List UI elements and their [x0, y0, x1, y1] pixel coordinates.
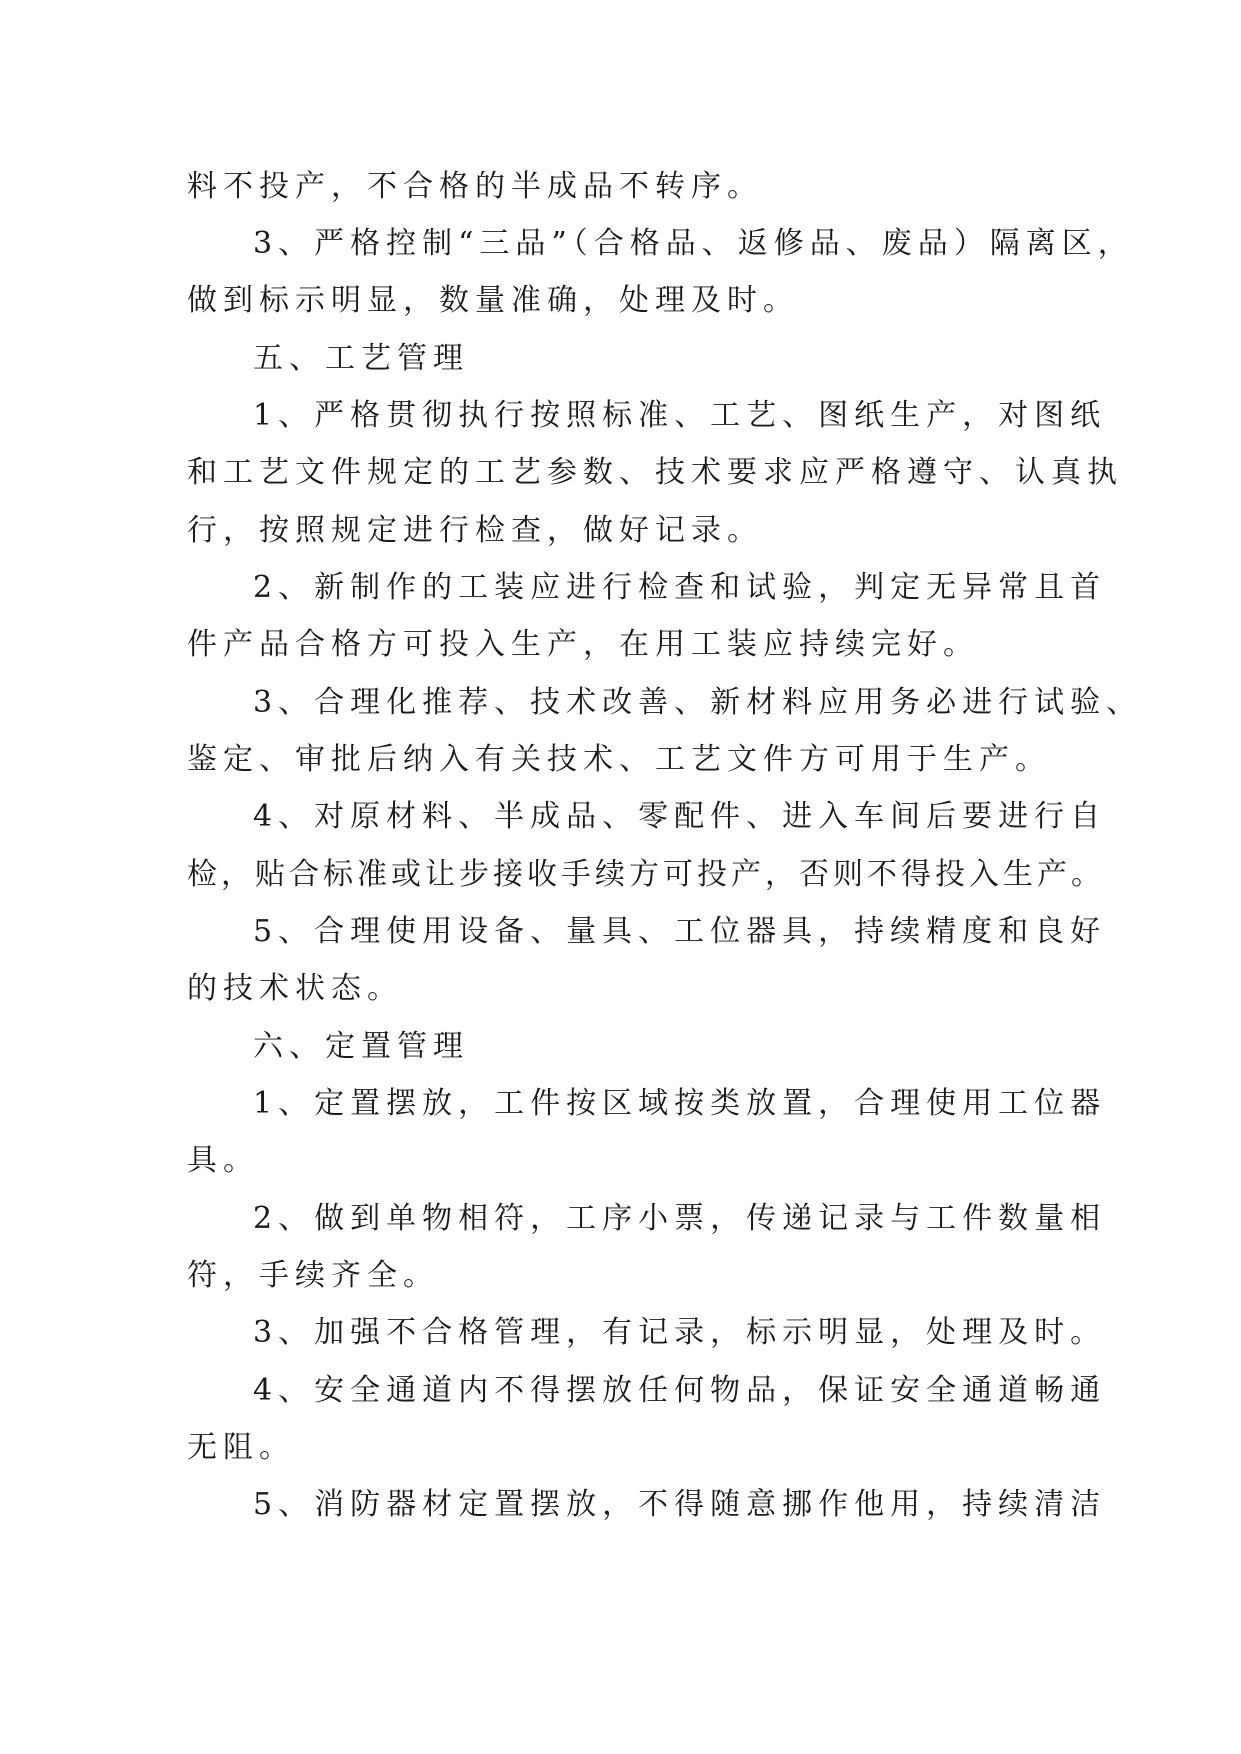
text-line: 2、做到单物相符，工序小票，传递记录与工件数量相 [253, 1201, 1107, 1236]
text-line: 和工艺文件规定的工艺参数、技术要求应严格遵守、认真执 [187, 455, 1123, 490]
text-line: 具。 [187, 1143, 259, 1178]
text-line: 3、加强不合格管理，有记录，标示明显，处理及时。 [253, 1315, 1107, 1350]
text-line: 1、定置摆放，工件按区域按类放置，合理使用工位器 [253, 1086, 1107, 1121]
text-line: 无阻。 [187, 1430, 295, 1465]
text-line: 4、对原材料、半成品、零配件、进入车间后要进行自 [253, 799, 1107, 834]
section-heading: 六、定置管理 [253, 1029, 469, 1064]
text-line: 做到标示明显，数量准确，处理及时。 [187, 283, 799, 318]
text-line: 鉴定、审批后纳入有关技术、工艺文件方可用于生产。 [187, 742, 1051, 777]
text-line: 3、严格控制“三品”（合格品、返修品、废品）隔离区， [253, 226, 1134, 261]
text-line: 检，贴合标准或让步接收手续方可投产，否则不得投入生产。 [187, 857, 1105, 892]
text-line: 1、严格贯彻执行按照标准、工艺、图纸生产，对图纸 [253, 398, 1107, 433]
text-line: 料不投产，不合格的半成品不转序。 [187, 169, 763, 204]
text-line: 3、合理化推荐、技术改善、新材料应用务必进行试验、 [253, 685, 1143, 720]
section-heading: 五、工艺管理 [253, 341, 469, 376]
text-line: 符，手续齐全。 [187, 1258, 439, 1293]
text-line: 的技术状态。 [187, 971, 403, 1006]
text-line: 件产品合格方可投入生产，在用工装应持续完好。 [187, 627, 979, 662]
text-line: 行，按照规定进行检查，做好记录。 [187, 513, 763, 548]
text-line: 2、新制作的工装应进行检查和试验，判定无异常且首 [253, 570, 1107, 605]
text-line: 5、合理使用设备、量具、工位器具，持续精度和良好 [253, 914, 1107, 949]
text-line: 5、消防器材定置摆放，不得随意挪作他用，持续清洁 [253, 1487, 1107, 1522]
text-line: 4、安全通道内不得摆放任何物品，保证安全通道畅通 [253, 1373, 1107, 1408]
